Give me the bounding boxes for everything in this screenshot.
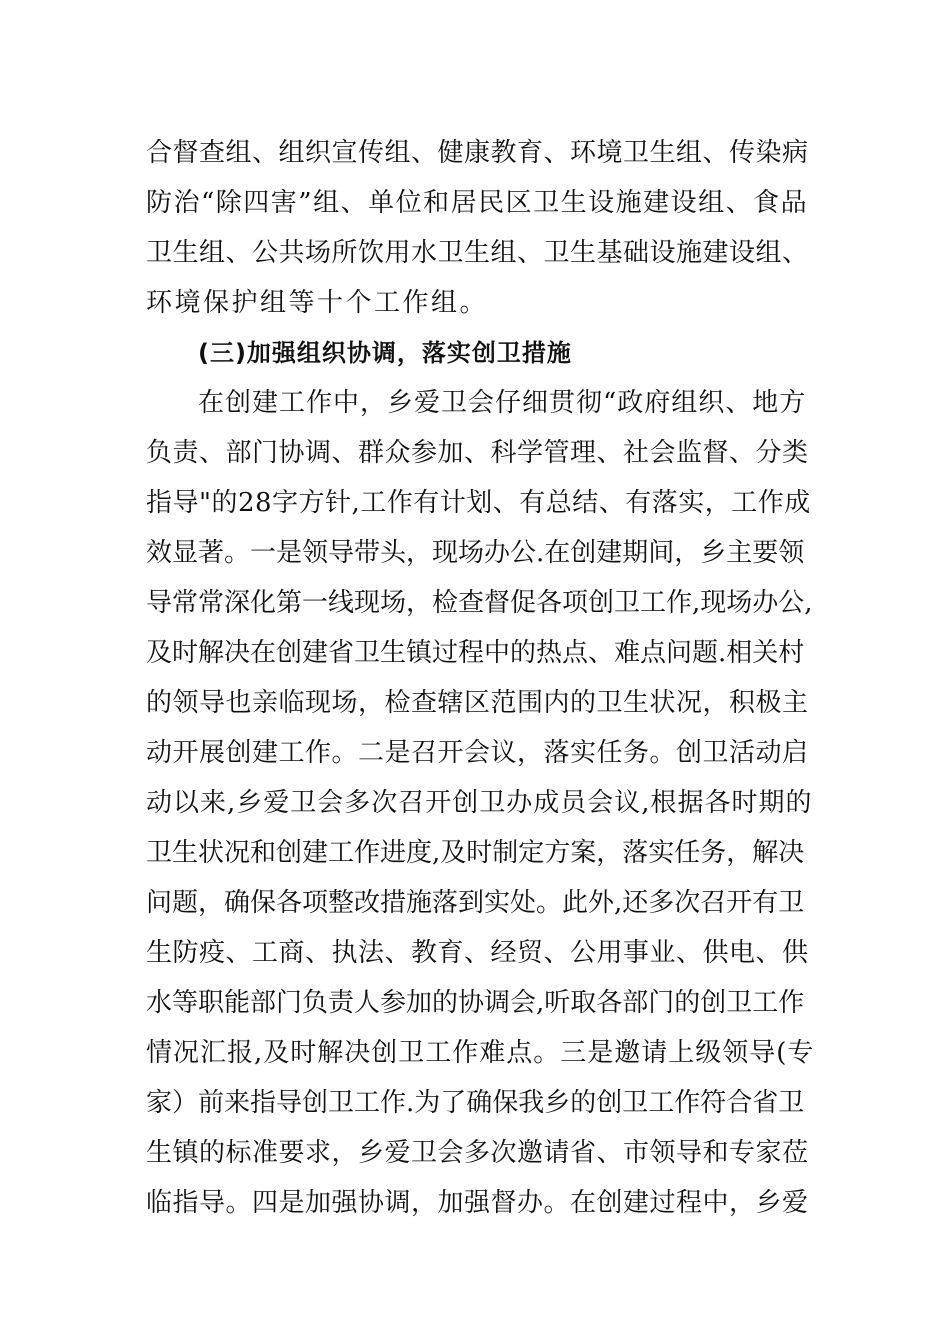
body-line-10: 导常常深化第一线现场，检查督促各项创卫工作,现场办公, [146,588,813,618]
body-line-15: 卫生状况和创建工作进度,及时制定方案，落实任务，解决 [146,838,805,868]
section-heading: (三)加强组织协调，落实创卫措施 [198,339,572,367]
body-line-16: 问题，确保各项整改措施落到实处。此外,还多次召开有卫 [146,888,805,918]
body-line-7: 负责、部门协调、群众参加、科学管理、社会监督、分类 [146,438,809,468]
body-line-22: 临指导。四是加强协调，加强督办。在创建过程中，乡爱 [146,1188,809,1218]
paragraph-first-line: 在创建工作中，乡爱卫会仔细贯彻“政府组织、地方 [198,388,807,418]
body-line-17: 生防疫、工商、执法、教育、经贸、公用事业、供电、供 [146,938,809,968]
body-line-8: 指导"的28字方针,工作有计划、有总结、有落实，工作成 [146,488,811,518]
body-line-13: 动开展创建工作。二是召开会议，落实任务。创卫活动启 [146,738,809,768]
body-line-2: 防治“除四害”组、单位和居民区卫生设施建设组、食品 [146,188,809,218]
body-line-18: 水等职能部门负责人参加的协调会,听取各部门的创卫工作 [146,988,805,1018]
body-line-21: 生镇的标准要求，乡爱卫会多次邀请省、市领导和专家莅 [146,1138,809,1168]
body-line-20: 家）前来指导创卫工作.为了确保我乡的创卫工作符合省卫 [146,1088,805,1118]
body-line-1: 合督查组、组织宣传组、健康教育、环境卫生组、传染病 [146,138,809,168]
body-line-11: 及时解决在创建省卫生镇过程中的热点、难点问题.相关村 [146,638,805,668]
body-line-19: 情况汇报,及时解决创卫工作难点。三是邀请上级领导(专 [146,1038,815,1068]
document-body [146,128,814,1228]
body-line-3: 卫生组、公共场所饮用水卫生组、卫生基础设施建设组、 [146,238,809,268]
body-line-12: 的领导也亲临现场，检查辖区范围内的卫生状况，积极主 [146,688,809,718]
body-line-4: 环境保护组等十个工作组。 [146,288,489,318]
body-line-9: 效显著。一是领导带头，现场办公.在创建期间，乡主要领 [146,538,805,568]
body-line-14: 动以来,乡爱卫会多次召开创卫办成员会议,根据各时期的 [146,788,813,818]
